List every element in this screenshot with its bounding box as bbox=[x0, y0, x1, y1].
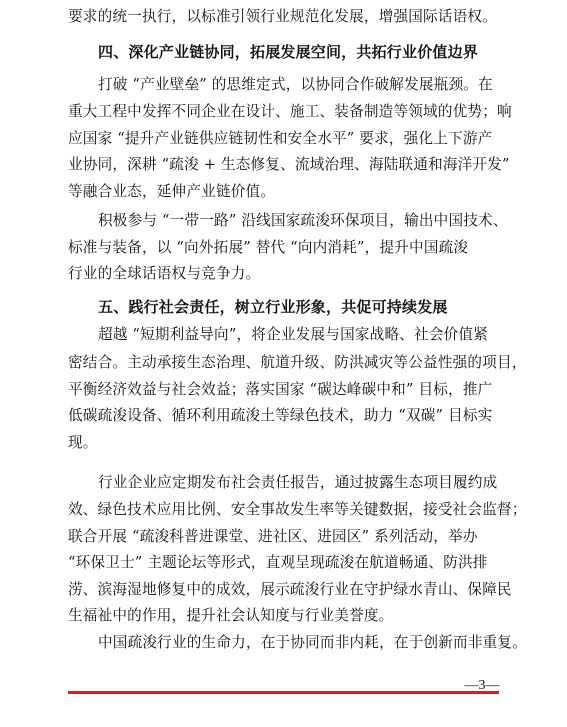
paragraph-line: 中国疏浚行业的生命力，在于协同而非内耗，在于创新而非重复。 bbox=[98, 634, 528, 651]
paragraph-line: 要求的统一执行，以标准引领行业规范化发展，增强国际话语权。 bbox=[68, 8, 498, 25]
paragraph-line: 重大工程中发挥不同企业在设计、施工、装备制造等领域的优势；响 bbox=[68, 103, 512, 120]
paragraph-line: “环保卫士” 主题论坛等形式，直观呈现疏浚在航道畅通、防洪排 bbox=[68, 554, 488, 571]
paragraph-line: 联合开展 “疏浚科普进课堂、进社区、进园区” 系列活动，举办 bbox=[68, 528, 478, 545]
paragraph-line: 标准与装备，以 “向外拓展” 替代 “向内消耗”，提升中国疏浚 bbox=[68, 239, 469, 256]
paragraph-line: 打破 “产业壁垒” 的思维定式，以协同合作破解发展瓶颈。在 bbox=[98, 76, 493, 93]
section-heading-5: 五、践行社会责任，树立行业形象，共促可持续发展 bbox=[98, 298, 448, 316]
paragraph-line: 积极参与 “一带一路” 沿线国家疏浚环保项目，输出中国技术、 bbox=[98, 212, 508, 229]
paragraph-line: 密结合。主动承接生态治理、航道升级、防洪减灾等公益性强的项目， bbox=[68, 354, 527, 371]
page-number: —3— bbox=[464, 678, 500, 693]
paragraph-line: 效、绿色技术应用比例、安全事故发生率等关键数据，接受社会监督； bbox=[68, 501, 527, 518]
paragraph-line: 低碳疏浚设备、循环利用疏浚土等绿色技术，助力 “双碳” 目标实 bbox=[68, 407, 493, 424]
paragraph-line: 行业的全球话语权与竞争力。 bbox=[68, 265, 261, 282]
paragraph-line: 涝、滨海湿地修复中的成效，展示疏浚行业在守护绿水青山、保障民 bbox=[68, 581, 512, 598]
paragraph-line: 生福祉中的作用，提升社会认知度与行业美誉度。 bbox=[68, 607, 394, 624]
section-heading-4: 四、深化产业链协同，拓展发展空间，共拓行业价值边界 bbox=[98, 43, 479, 61]
paragraph-line: 应国家 “提升产业链供应链韧性和安全水平” 要求，强化上下游产 bbox=[68, 130, 493, 147]
paragraph-line: 超越 “短期利益导向”，将企业发展与国家战略、社会价值紧 bbox=[98, 326, 489, 343]
paragraph-line: 等融合业态，延伸产业链价值。 bbox=[68, 183, 276, 200]
footer-red-rule bbox=[68, 691, 499, 694]
paragraph-line: 业协同，深耕 “疏浚 + 生态修复、流域治理、海陆联通和海洋开发” bbox=[68, 156, 510, 173]
paragraph-line: 行业企业应定期发布社会责任报告，通过披露生态项目履约成 bbox=[98, 474, 498, 491]
paragraph-line: 平衡经济效益与社会效益；落实国家 “碳达峰碳中和” 目标，推广 bbox=[68, 381, 493, 398]
paragraph-line: 现。 bbox=[68, 434, 98, 451]
